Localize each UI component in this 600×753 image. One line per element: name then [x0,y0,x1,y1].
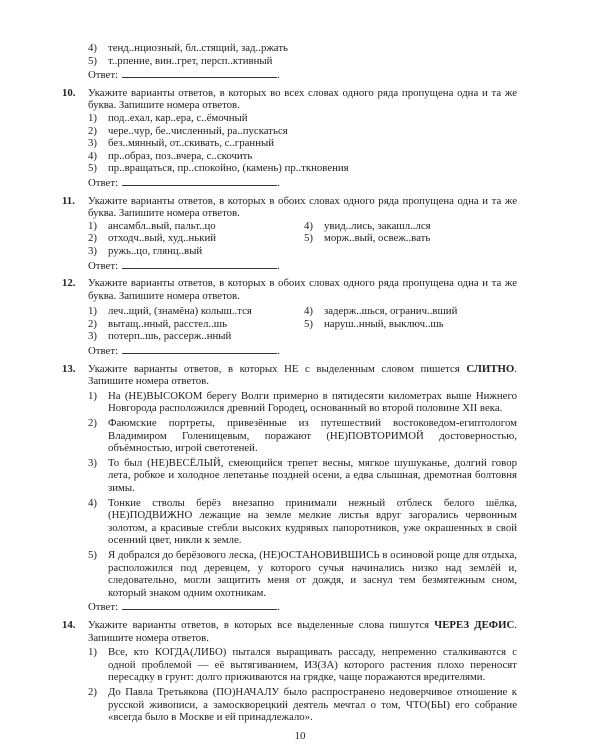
option-5 [88,549,517,599]
option-text: задерж..шься, огранич..вший [324,305,458,318]
option-number: 3) [88,137,97,150]
question-11 [62,195,517,273]
exam-page [62,0,517,724]
option-2 [88,686,517,724]
option-text: Тонкие стволы берёз внезапно принимали нежный отблеск белого шёлка, (НЕ)ПОДВИЖНО лежащие на земле мелкие листья вдруг загорались червонным золотом, а красивые стебли высоких кудрявых папоротников, уже окрашенных в свой осенний цвет, никли к земле. [108,496,517,547]
answer-line[interactable] [122,176,277,186]
option-3 [88,245,304,258]
option-number: 4) [304,219,313,232]
option-number: 5) [88,548,97,561]
question-prompt: Укажите варианты ответов, в которых в обоих словах одного ряда пропущена одна и та же буква. Запишите номера ответов. [88,194,517,220]
option-number: 4) [88,496,97,509]
option-number: 5) [304,232,313,245]
option-text: тенд..нциозный, бл..стящий, зад..ржать [108,42,288,54]
question-prompt: Укажите варианты ответов, в которых во всех словах одного ряда пропущена одна и та же буква. Запишите номера ответов. [88,86,517,112]
question-14 [62,619,517,724]
option-number: 1) [88,219,97,232]
option-text: отходч..вый, худ..нький [108,232,216,245]
option-text: без..мянный, от..скивать, с..гранный [108,137,275,150]
question-12 [62,277,517,358]
question-9-tail [62,42,517,82]
option-text: То был (НЕ)ВЕСЁЛЫЙ, смеющийся трепет весны, мягкое шушуканье, долгий говор лета, робкое и холодное лепетанье поздней осени, а едва слышная, дремотная болтовня зимы. [108,456,517,494]
question-prompt [88,619,517,644]
option-5 [88,162,517,175]
option-text: ружь..цо, глянц..вый [108,244,203,257]
option-text: морж..вый, освеж..вать [324,232,431,245]
answer-label: Ответ: [88,69,119,82]
option-number: 4) [88,42,97,54]
option-text: Все, кто КОГДА(ЛИБО) пытался выращивать рассаду, непременно сталкиваются с одной проблемой — её вытягиванием, ИЗ(ЗА) которого растения плохо переносят пересадку в грунт: долго приживаются на грядке, чаще поражаются вредителями. [108,646,517,684]
question-number: 13. [62,362,76,375]
option-number: 2) [88,417,97,430]
option-text: потерп..шь, рассерж..нный [108,330,232,343]
option-4 [304,220,517,233]
prompt-text: Укажите варианты ответов, в которых НЕ с выделенным словом пишется [88,362,467,375]
page-number: 10 [294,729,306,742]
option-4 [88,42,517,55]
option-2 [88,318,304,331]
option-5 [88,55,517,68]
answer-field[interactable]: Ответ: . [88,69,280,82]
options-grid [88,220,517,258]
option-text: вытащ..нный, расстел..шь [108,317,228,330]
answer-label: Ответ: [88,176,119,189]
option-number: 1) [88,111,97,124]
option-3 [88,330,304,343]
option-text: На (НЕ)ВЫСОКОМ берегу Волги примерно в пятидесяти километрах выше Нижнего Новгорода расположился древний Городец, основанный во второй половине XII века. [108,389,517,415]
option-1 [88,390,517,415]
prompt-emphasis: СЛИТНО [466,362,515,375]
prompt-text: . Запишите номера ответов. [88,362,517,388]
option-text: увид..лись, закашл..лся [324,219,431,232]
option-number: 1) [88,646,97,659]
option-number: 5) [88,54,97,67]
option-text: ансамбл..вый, пальт..цо [108,219,216,232]
option-number: 3) [88,244,97,257]
option-number: 4) [304,305,313,318]
option-text: Я добрался до берёзового леска, (НЕ)ОСТАНОВИВШИСЬ в осиновой роще для отдыха, расположился под деревцем, у которого сучья начинались низко над землёй и, следовательно, могли защитить меня от дождя, и заснул тем безмятежным сном, который знаком одним охотникам. [108,548,517,599]
option-number: 2) [88,685,97,698]
option-1 [88,305,304,318]
prompt-text: . Запишите номера ответов. [88,618,517,644]
option-number: 3) [88,456,97,469]
answer-field[interactable]: Ответ: . [88,345,280,358]
answer-line[interactable] [122,600,277,610]
option-text: т..рпение, вин..грет, персп..ктивный [108,54,273,67]
answer-line[interactable] [122,259,277,269]
question-13 [62,363,517,614]
option-text: под..ехал, кар..ера, с..ёмочный [108,111,248,124]
option-1 [88,646,517,684]
answer-field[interactable]: Ответ: . [88,601,280,614]
option-3 [88,457,517,495]
option-number: 2) [88,124,97,137]
question-number: 10. [62,86,76,99]
question-number: 14. [62,618,76,631]
option-number: 3) [88,330,97,343]
option-number: 1) [88,389,97,402]
option-4 [304,305,517,318]
options-grid [88,305,517,343]
option-text: леч..щий, (знамёна) колыш..тся [108,305,252,318]
option-number: 5) [88,162,97,175]
answer-line[interactable] [122,68,277,78]
option-text: Фаюмские портреты, привезённые из путешествий востоковедом-египтологом Владимиром Голенищевым, поражают (НЕ)ПОВТОРИМОЙ достоверностью, объёмностью, игрой светотеней. [108,417,517,455]
option-1 [88,112,517,125]
answer-label: Ответ: [88,259,119,272]
option-text: пр..образ, поз..вчера, с..скочить [108,149,253,162]
question-number: 12. [62,277,76,290]
answer-field[interactable]: Ответ: . [88,176,280,189]
option-3 [88,137,517,150]
option-text: До Павла Третьякова (ПО)НАЧАЛУ было распространено недоверчивое отношение к русской живописи, а замоскворецкий деятель мечтал о том, ЧТО(БЫ) его собрание «всегда было в Москве и ей принадлежало». [108,685,517,724]
option-5 [304,232,517,245]
question-number: 11. [62,194,75,207]
prompt-text: Укажите варианты ответов, в которых все выделенные слова пишутся [88,618,435,631]
question-10 [62,87,517,190]
option-2 [88,125,517,138]
option-2 [88,417,517,455]
answer-label: Ответ: [88,601,119,614]
question-prompt: Укажите варианты ответов, в которых в обоих словах одного ряда пропущена одна и та же буква. Запишите номера ответов. [88,277,517,302]
option-text: пр..вращаться, пр..спокойно, (камень) пр..ткновения [108,162,349,175]
option-text: наруш..нный, выключ..шь [324,317,444,330]
option-number: 1) [88,305,97,318]
option-4 [88,497,517,547]
option-number: 4) [88,149,97,162]
prompt-emphasis: ЧЕРЕЗ ДЕФИС [434,618,515,631]
option-number: 2) [88,317,97,330]
answer-label: Ответ: [88,345,119,358]
option-4 [88,150,517,163]
question-prompt [88,363,517,388]
option-number: 2) [88,232,97,245]
answer-line[interactable] [122,344,277,354]
option-5 [304,318,517,331]
option-2 [88,232,304,245]
answer-field[interactable]: Ответ: . [88,259,280,272]
option-1 [88,220,304,233]
option-number: 5) [304,317,313,330]
option-text: чере..чур, бе..численный, ра..пускаться [108,124,288,137]
